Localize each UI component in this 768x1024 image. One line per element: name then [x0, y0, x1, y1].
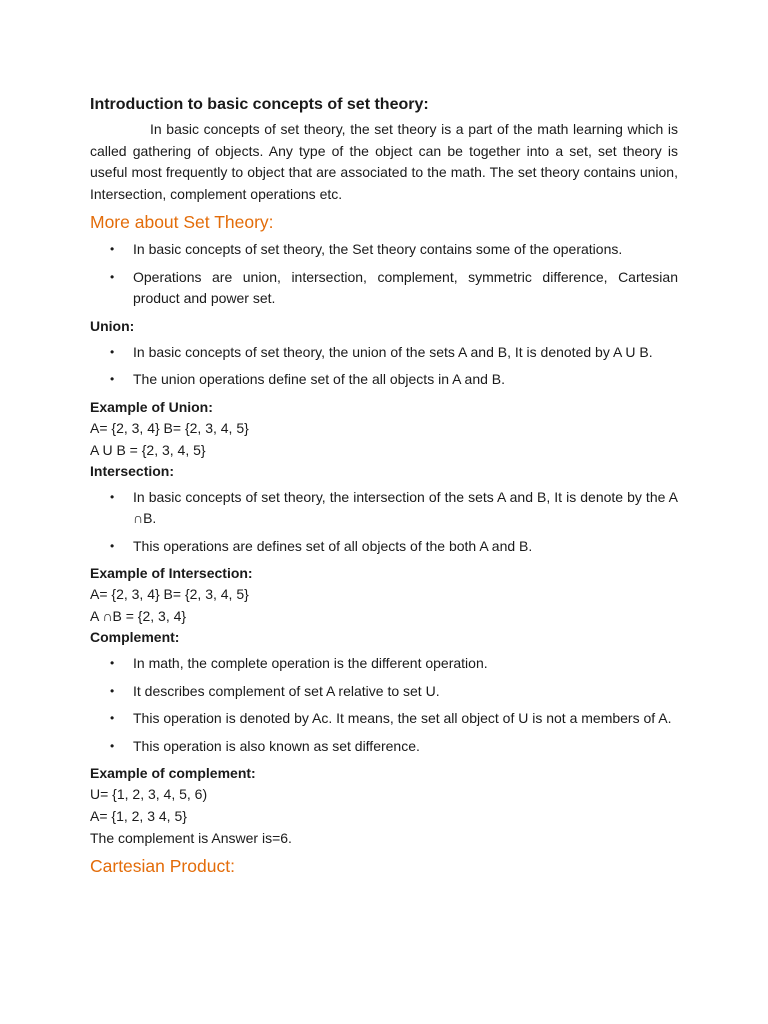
intersection-example-line: A= {2, 3, 4} B= {2, 3, 4, 5}	[90, 586, 249, 602]
bullet-icon: •	[110, 738, 115, 753]
list-item: • Operations are union, intersection, complement, symmetric difference, Cartesian product and power set.	[110, 268, 678, 306]
bullet-icon: •	[110, 683, 115, 698]
more-about-list	[90, 239, 678, 310]
document-page	[90, 94, 678, 883]
list-item: • In basic concepts of set theory, the intersection of the sets A and B, It is denote by the A ∩B.	[110, 488, 678, 526]
list-item: • The union operations define set of the all objects in A and B.	[90, 369, 678, 391]
list-item: • This operation is also known as set difference.	[90, 736, 678, 758]
complement-example-line: The complement is Answer is=6.	[90, 830, 292, 846]
document-title: Introduction to basic concepts of set theory:	[90, 96, 429, 113]
list-item: • It describes complement of set A relative to set U.	[90, 681, 678, 703]
intersection-list	[90, 487, 678, 558]
list-item: • This operation is denoted by Ac. It means, the set all object of U is not a members of A.	[90, 708, 678, 730]
list-item: • In math, the complete operation is the different operation.	[90, 653, 678, 675]
union-example-line: A= {2, 3, 4} B= {2, 3, 4, 5}	[90, 419, 249, 436]
bullet-icon: •	[110, 538, 115, 553]
list-item: • This operations are defines set of all objects of the both A and B.	[90, 536, 678, 558]
union-example-line: A U B = {2, 3, 4, 5}	[90, 441, 206, 458]
intro-paragraph: In basic concepts of set theory, the set theory is a part of the math learning which is called gathering of objects. Any type of the object can be together into a set, set theory is useful most frequently to object that are associated to the math. The set theory contains union, Intersection, complement operations etc.	[90, 121, 678, 202]
list-item: • In basic concepts of set theory, the union of the sets A and B, It is denoted by A U B.	[90, 342, 678, 364]
cartesian-product-heading: Cartesian Product:	[90, 856, 235, 876]
complement-example-line: U= {1, 2, 3, 4, 5, 6)	[90, 786, 208, 802]
intersection-heading: Intersection:	[90, 462, 175, 479]
bullet-icon: •	[110, 656, 115, 670]
complement-heading: Complement:	[90, 629, 180, 645]
complement-example-line: A= {1, 2, 3 4, 5}	[90, 808, 187, 824]
bullet-icon: •	[110, 269, 115, 284]
union-list	[90, 342, 678, 391]
bullet-icon: •	[110, 489, 115, 504]
list-item: • In basic concepts of set theory, the Set theory contains some of the operations.	[90, 239, 678, 261]
union-example-heading: Example of Union:	[90, 398, 213, 415]
bullet-icon: •	[110, 344, 115, 359]
complement-list	[90, 653, 678, 757]
union-heading: Union:	[90, 317, 135, 334]
intersection-example-line: A ∩B = {2, 3, 4}	[90, 608, 187, 624]
intersection-example-heading: Example of Intersection:	[90, 565, 253, 581]
more-about-heading: More about Set Theory:	[90, 212, 274, 232]
bullet-icon: •	[110, 242, 115, 256]
bullet-icon: •	[110, 372, 115, 386]
bullet-icon: •	[110, 711, 115, 725]
complement-example-heading: Example of complement:	[90, 765, 256, 781]
